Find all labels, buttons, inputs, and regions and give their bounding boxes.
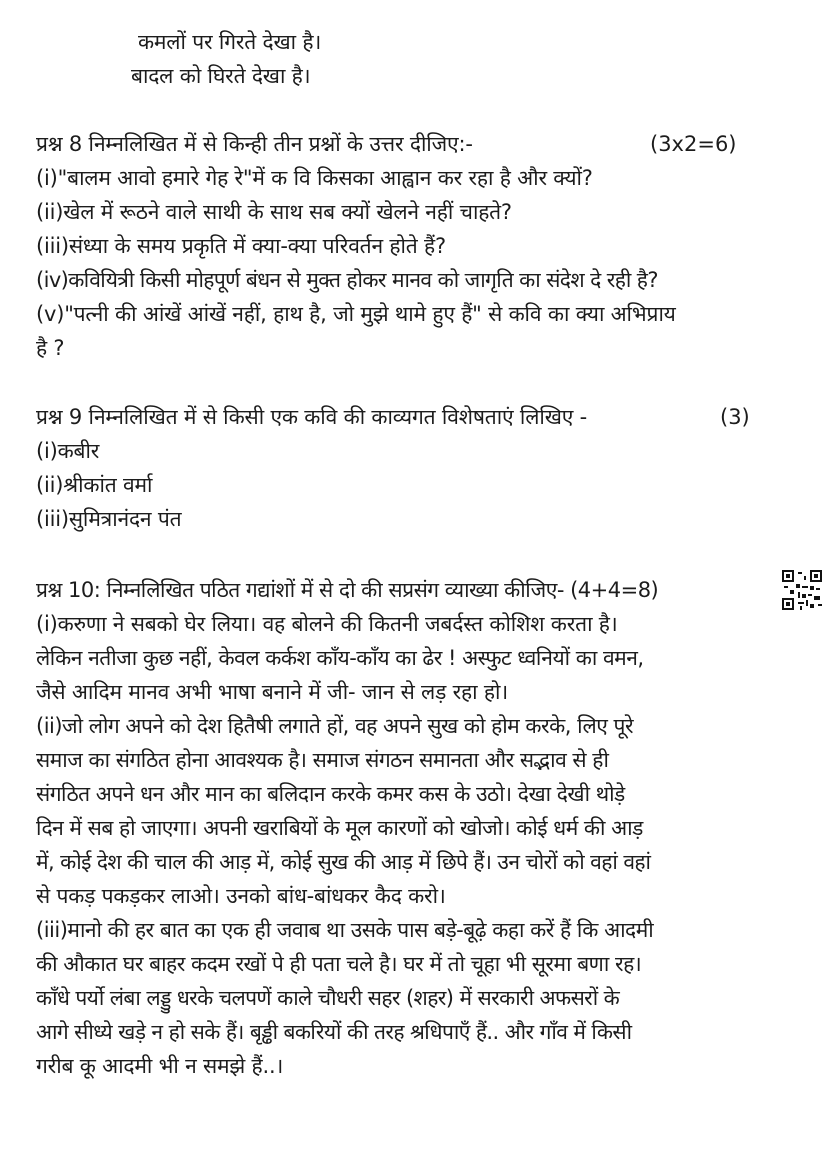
q10-line-6: संगठित अपने धन और मान का बलिदान करके कमर कस के उठो। देखा देखी थोड़े xyxy=(36,782,625,806)
q8-heading: प्रश्न 8 निम्नलिखित में से किन्ही तीन प्रश्नों के उत्तर दीजिए:- xyxy=(36,132,473,156)
q10-heading: प्रश्न 10: निम्नलिखित पठित गद्यांशों में से दो की सप्रसंग व्याख्या कीजिए- (4+4=8) xyxy=(36,578,659,602)
q10-line-3: जैसे आदिम मानव अभी भाषा बनाने में जी- जान से लड़ रहा हो। xyxy=(36,680,509,704)
q10-line-8: में, कोई देश की चाल की आड़ में, कोई सुख की आड़ में छिपे हैं। उन चोरों को वहां वहां xyxy=(36,850,651,874)
q9-item-1: (i)कबीर xyxy=(36,439,100,463)
poem-line-1: कमलों पर गिरते देखा है। xyxy=(138,30,322,54)
q10-line-10: (iii)मानो की हर बात का एक ही जवाब था उसके पास बड़े-बूढ़े कहा करें हैं कि आदमी xyxy=(36,918,654,942)
q8-item-5-cont: है ? xyxy=(36,336,65,360)
q10-line-4: (ii)जो लोग अपने को देश हितैषी लगाते हों, वह अपने सुख को होम करके, लिए पूरे xyxy=(36,714,634,738)
q8-item-2: (ii)खेल में रूठने वाले साथी के साथ सब क्यों खेलने नहीं चाहते? xyxy=(36,200,512,224)
q9-heading: प्रश्न 9 निम्नलिखित में से किसी एक कवि की काव्यगत विशेषताएं लिखिए - xyxy=(36,405,588,429)
poem-line-2: बादल को घिरते देखा है। xyxy=(131,64,311,88)
q10-line-12: काँधे पर्यो लंबा लड्डु धरके चलपणें काले चौधरी सहर (शहर) में सरकारी अफसरों के xyxy=(36,986,620,1010)
q8-item-4: (iv)कवियित्री किसी मोहपूर्ण बंधन से मुक्त होकर मानव को जागृति का संदेश दे रही है? xyxy=(36,268,658,292)
q8-item-3: (iii)संध्या के समय प्रकृति में क्या-क्या परिवर्तन होते हैं? xyxy=(36,234,446,258)
q9-item-3: (iii)सुमित्रानंदन पंत xyxy=(36,507,182,531)
q9-marks: (3) xyxy=(720,405,750,429)
q10-line-5: समाज का संगठित होना आवश्यक है। समाज संगठन समानता और सद्भाव से ही xyxy=(36,748,609,772)
q8-item-5: (v)"पत्नी की आंखें आंखें नहीं, हाथ है, जो मुझे थामे हुए हैं" से कवि का क्या अभिप्राय xyxy=(36,302,676,326)
q9-item-2: (ii)श्रीकांत वर्मा xyxy=(36,473,153,497)
q10-line-13: आगे सीध्ये खड़े न हो सके हैं। बृड्ढी बकरियों की तरह श्रधिपाएँ हैं.. और गाँव में किसी xyxy=(36,1020,632,1044)
qr-code-icon xyxy=(782,570,822,610)
q10-line-14: गरीब कू आदमी भी न समझे हैं..। xyxy=(36,1054,284,1078)
q8-item-1: (i)"बालम आवो हमारे गेह रे"में क वि किसका आह्वान कर रहा है और क्यों? xyxy=(36,166,593,190)
q10-line-1: (i)करुणा ने सबको घेर लिया। वह बोलने की कितनी जबर्दस्त कोशिश करता है। xyxy=(36,612,618,636)
q10-line-11: की औकात घर बाहर कदम रखों पे ही पता चले है। घर में तो चूहा भी सूरमा बणा रह। xyxy=(36,952,642,976)
q10-line-2: लेकिन नतीजा कुछ नहीं, केवल कर्कश काँय-काँय का ढेर ! अस्फुट ध्वनियों का वमन, xyxy=(36,646,644,670)
q8-marks: (3x2=6) xyxy=(650,132,737,156)
q10-line-7: दिन में सब हो जाएगा। अपनी खराबियों के मूल कारणों को खोजो। कोई धर्म की आड़ xyxy=(36,816,643,840)
q10-line-9: से पकड़ पकड़कर लाओ। उनको बांध-बांधकर कैद करो। xyxy=(36,884,446,908)
